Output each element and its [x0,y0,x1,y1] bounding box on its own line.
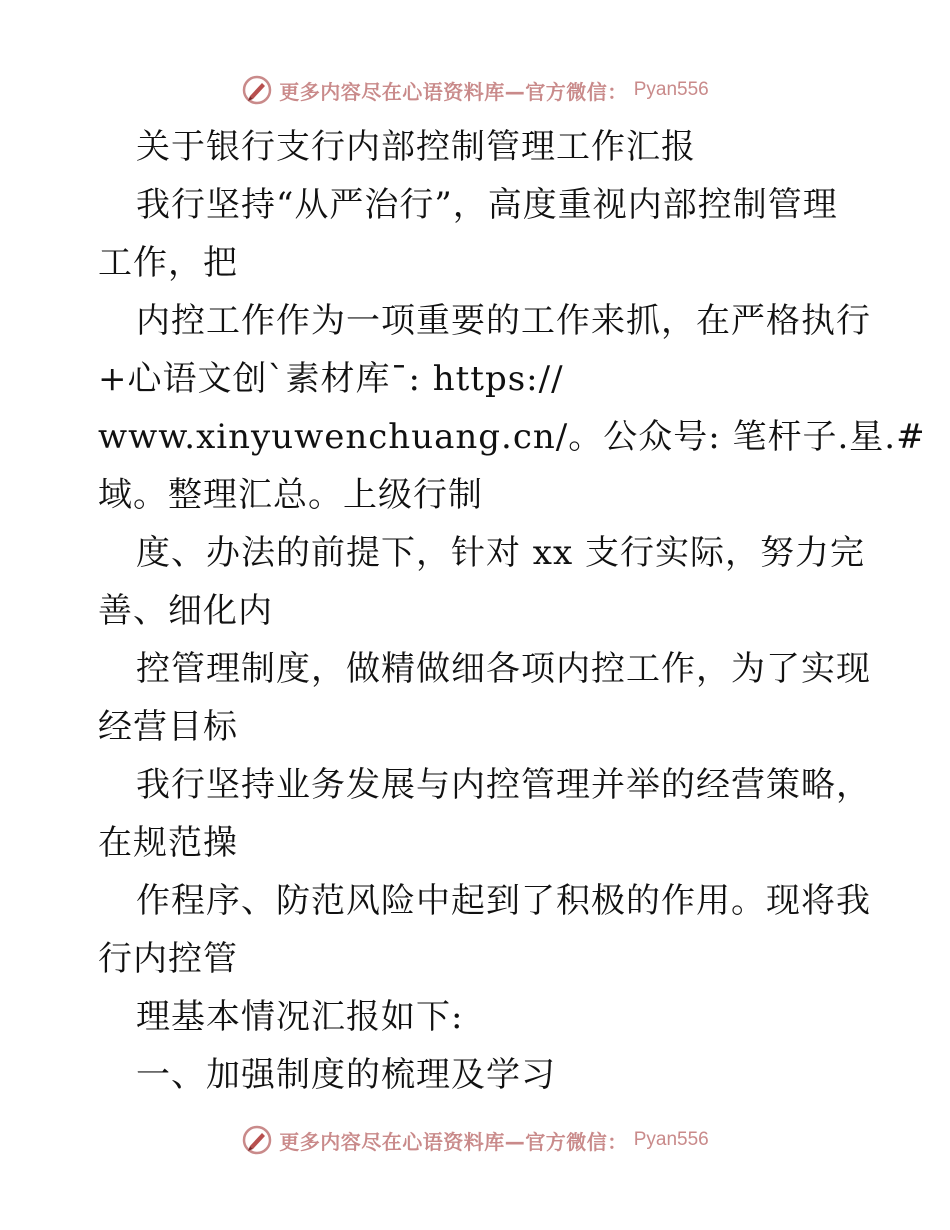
text-line: 作程序、防范风险中起到了积极的作用。现将我 [136,881,871,921]
text-line: 理基本情况汇报如下: [136,997,464,1037]
watermark-wechat-id: Pyan556 [633,79,709,100]
header-watermark [0,70,950,110]
text-line: 我行坚持“从严治行”，高度重视内部控制管理 [136,185,838,225]
footer-watermark [0,1120,950,1160]
pen-logo-icon [241,1124,273,1156]
watermark-text: 更多内容尽在心语资料库—官方微信： [279,1129,628,1154]
watermark-wechat-id: Pyan556 [633,1129,709,1150]
text-line: 善、细化内 [98,591,273,631]
text-line: 内控工作作为一项重要的工作来抓，在严格执行 [136,301,871,341]
document-body [98,118,926,1104]
text-line: 度、办法的前提下，针对 xx 支行实际，努力完 [136,533,865,573]
section-heading: 一、加强制度的梳理及学习 [136,1055,556,1095]
text-line: +心语文创`素材库¯: https:// [98,359,564,399]
text-line: 工作，把 [98,243,238,283]
text-line: 控管理制度，做精做细各项内控工作，为了实现 [136,649,871,689]
text-line: 我行坚持业务发展与内控管理并举的经营策略， [136,765,871,805]
watermark-text: 更多内容尽在心语资料库—官方微信： [279,79,628,104]
text-line: www.xinyuwenchuang.cn/。公众号: 笔杆子.星.# [98,417,926,457]
text-line: 在规范操 [98,823,238,863]
text-line: 行内控管 [98,939,238,979]
document-title: 关于银行支行内部控制管理工作汇报 [136,127,696,167]
text-line: 经营目标 [98,707,238,747]
text-line: 域。整理汇总。上级行制 [98,475,483,515]
pen-logo-icon [241,74,273,106]
